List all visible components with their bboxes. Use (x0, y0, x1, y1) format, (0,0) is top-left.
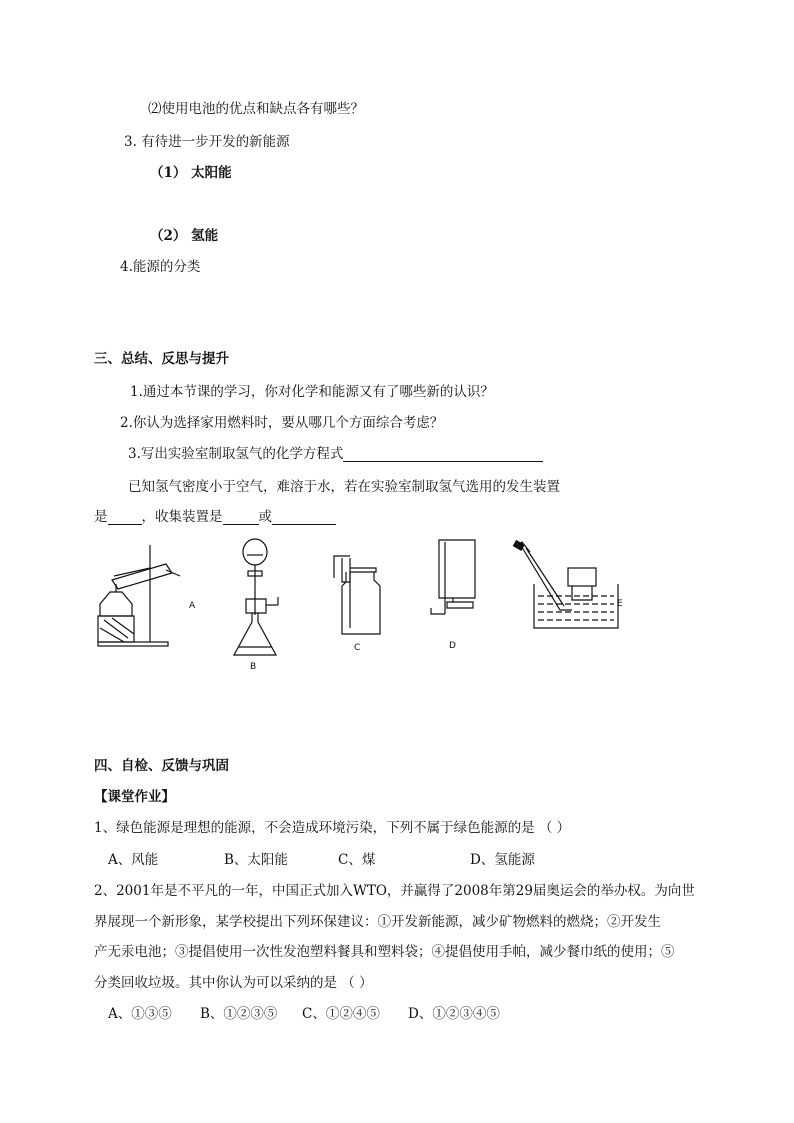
collector-blank-1[interactable] (223, 524, 259, 525)
apparatus-c-bottle (330, 538, 390, 653)
section-3-question-3 (128, 448, 543, 462)
section-3-question-1: 1.通过本节课的学习，你对化学和能源又有了哪些新的认识？ (130, 384, 494, 400)
apparatus-c-label: C (354, 643, 361, 653)
apparatus-d-bottle (425, 536, 485, 651)
homework-question-2-line-3: 产无汞电池；③提倡使用一次性发泡塑料餐具和塑料袋；④提倡使用手帕，减少餐巾纸的使用；⑤ (94, 944, 675, 960)
apparatus-answer-line (94, 511, 336, 525)
equation-blank[interactable] (343, 461, 543, 462)
homework-question-1: 1、绿色能源是理想的能源，不会造成环境污染，下列不属于绿色能源的是 （ ） (94, 820, 571, 836)
section-3-title: 三、总结、反思与提升 (94, 351, 229, 367)
section-4-title: 四、自检、反馈与巩固 (94, 758, 229, 774)
answer-prefix: 是 (94, 509, 108, 525)
solar-energy-heading: （1） 太阳能 (150, 165, 232, 181)
apparatus-b-flask (222, 527, 292, 672)
hydrogen-energy-heading: （2） 氢能 (150, 228, 219, 244)
hw1-option-b: B、太阳能 (224, 852, 288, 868)
apparatus-d-label: D (449, 641, 456, 651)
apparatus-a-heating (94, 540, 214, 650)
apparatus-e-label: E (617, 599, 623, 609)
or-text: 或 (258, 509, 272, 525)
question-battery: ⑵使用电池的优点和缺点各有哪些？ (148, 101, 364, 117)
hw2-option-c: C、①②④⑤ (302, 1006, 380, 1022)
hw1-option-a: A、风能 (108, 852, 159, 868)
hw1-option-c: C、煤 (338, 852, 376, 868)
hw2-option-b: B、①②③⑤ (200, 1006, 278, 1022)
apparatus-b-label: B (250, 662, 257, 672)
item-3-heading: 3. 有待进一步开发的新能源 (124, 134, 290, 150)
apparatus-e-water-trough (512, 540, 628, 632)
section-3-question-2: 2.你认为选择家用燃料时，要从哪几个方面综合考虑？ (120, 415, 444, 431)
hw1-option-d: D、氢能源 (470, 852, 535, 868)
apparatus-a-label: A (189, 601, 196, 611)
homework-question-2-line-1: 2、2001年是不平凡的一年，中国正式加入WTO，并赢得了2008年第29届奥运会的举办权。为向世 (94, 883, 695, 899)
hydrogen-property-text: 已知氢气密度小于空气，难溶于水，若在实验室制取氢气选用的发生装置 (128, 479, 560, 495)
equation-prompt: 3.写出实验室制取氢气的化学方程式 (128, 446, 344, 462)
generator-blank[interactable] (108, 524, 142, 525)
homework-heading: 【课堂作业】 (94, 789, 175, 805)
item-4-heading: 4.能源的分类 (120, 259, 201, 275)
homework-question-2-line-2: 界展现一个新形象，某学校提出下列环保建议：①开发新能源，减少矿物燃料的燃烧；②开发生 (94, 914, 661, 930)
hw2-option-d: D、①②③④⑤ (408, 1006, 500, 1022)
homework-question-2-line-4: 分类回收垃圾。其中你认为可以采纳的是 （ ） (94, 975, 373, 991)
collect-device-text: ，收集装置是 (141, 509, 223, 525)
collector-blank-2[interactable] (272, 524, 336, 525)
hw2-option-a: A、①③⑤ (108, 1006, 172, 1022)
